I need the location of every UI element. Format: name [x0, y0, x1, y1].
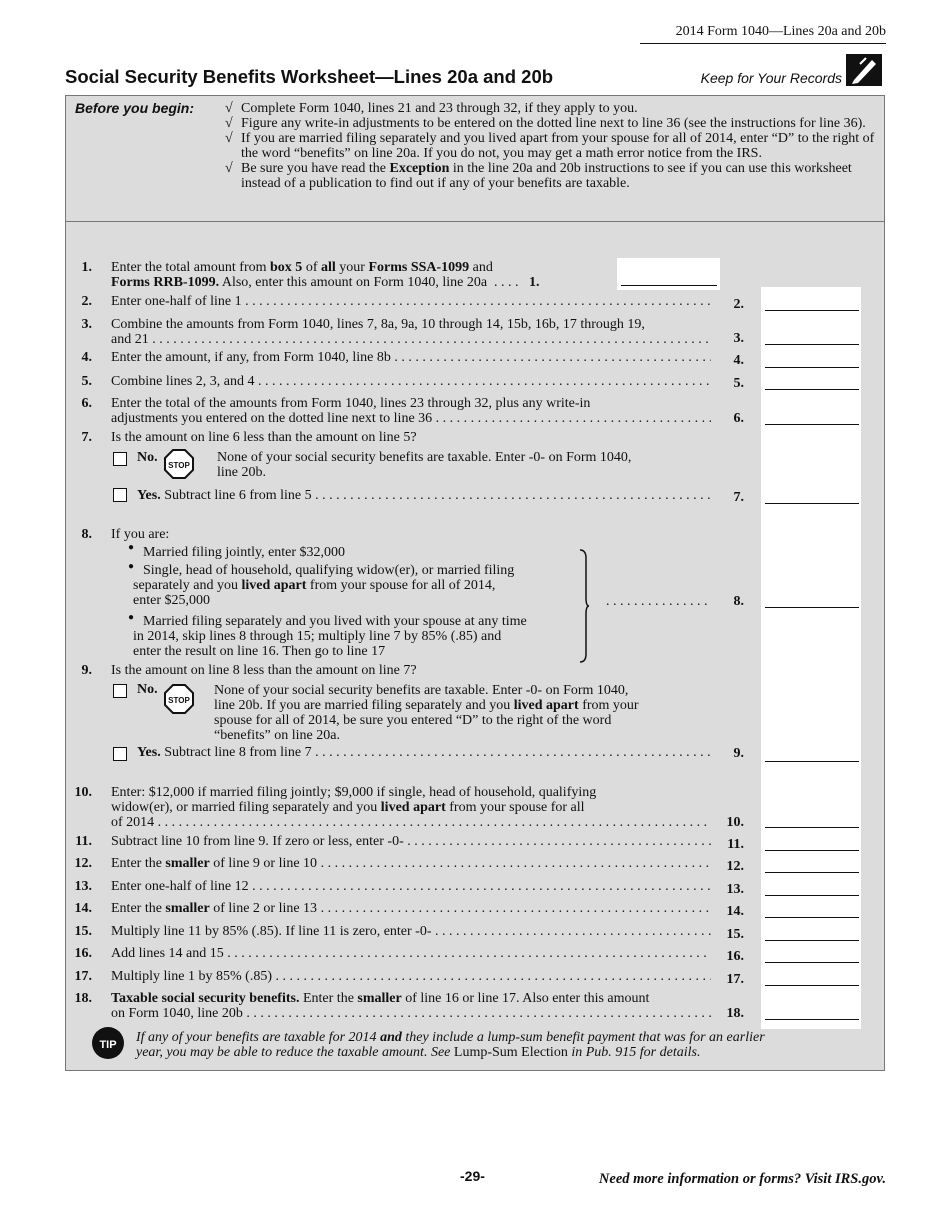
line-4-text: Enter the amount, if any, from Form 1040, line 8b . . .	[111, 350, 711, 365]
line-ref: 7.	[733, 490, 744, 505]
line-8-text: If you are:	[111, 527, 170, 542]
line-number: 8.	[81, 527, 92, 542]
line-number: 14.	[74, 901, 92, 916]
check-mark-icon: √	[225, 161, 233, 176]
line-9-no-text: None of your social security benefits are taxable. Enter -0- on Form 1040, line 20b. If you are married filing separately and you lived apart from your spouse for all of 2014, be sure you entered “D” to the right of the word “benefits” on line 20a.	[214, 683, 639, 743]
form-reference: 2014 Form 1040—Lines 20a and 20b	[640, 24, 886, 44]
list-item: √ Figure any write-in adjustments to be entered on the dotted line next to line 36 (see the instructions for line 36).	[225, 116, 866, 131]
line-16-text: Add lines 14 and 15 . . .	[111, 946, 711, 961]
line-number: 17.	[74, 969, 92, 984]
line-6-amount-field[interactable]	[765, 423, 859, 425]
line-11-amount-field[interactable]	[765, 849, 859, 851]
stop-sign-icon	[164, 684, 194, 714]
check-mark-icon: √	[225, 101, 233, 116]
line-14-amount-field[interactable]	[765, 916, 859, 918]
line-9-no-checkbox[interactable]	[113, 684, 127, 698]
line-7-amount-field[interactable]	[765, 502, 859, 504]
line-number: 7.	[81, 430, 92, 445]
line-number: 13.	[74, 879, 92, 894]
line-14-text: Enter the smaller of line 2 or line 13 . . .	[111, 901, 711, 916]
line-5-amount-field[interactable]	[765, 388, 859, 390]
line-ref: 2.	[733, 297, 744, 312]
line-17-amount-field[interactable]	[765, 984, 859, 986]
line-number: 4.	[81, 350, 92, 365]
stop-sign-label: STOP	[168, 461, 190, 470]
bullet-icon: ●	[128, 561, 135, 572]
line-ref: 13.	[726, 882, 744, 897]
line-number: 11.	[75, 834, 92, 849]
brace-icon	[578, 548, 590, 664]
list-item: √ If you are married filing separately and you lived apart from your spouse for all of 2014, enter “D” to the right of the word “benefits” on line 20a. If you do not, you may get a math error notice from the IRS.	[225, 131, 875, 161]
no-label: No.	[137, 682, 158, 697]
line-3-text: Combine the amounts from Form 1040, lines 7, 8a, 9a, 10 through 14, 15b, 16b, 17 through 19, and 21 . . .	[111, 317, 711, 347]
line-9-question: Is the amount on line 8 less than the amount on line 7?	[111, 663, 417, 678]
bullet-icon: ●	[128, 612, 135, 623]
tip-label: TIP	[99, 1039, 117, 1051]
before-you-begin-list	[222, 101, 882, 191]
line-ref: 5.	[733, 376, 744, 391]
line-8-option-separate: Married filing separately and you lived with your spouse at any time in 2014, skip lines 8 through 15; multiply line 7 by 85% (.85) and enter the result on line 16. Then go to line 17	[133, 614, 527, 659]
line-ref: 6.	[733, 411, 744, 426]
line-12-text: Enter the smaller of line 9 or line 10 . . .	[111, 856, 711, 871]
line-1-underline	[621, 285, 717, 286]
pen-paper-icon	[846, 54, 882, 86]
list-item: √ Complete Form 1040, lines 21 and 23 through 32, if they apply to you.	[225, 101, 638, 116]
line-number: 3.	[81, 317, 92, 332]
before-you-begin-label: Before you begin:	[75, 100, 195, 116]
tip-icon	[91, 1026, 125, 1060]
line-number: 12.	[74, 856, 92, 871]
line-8-dots: . . . . . . . . . . . . . . .	[606, 594, 708, 609]
line-7-no-checkbox[interactable]	[113, 452, 127, 466]
line-16-amount-field[interactable]	[765, 961, 859, 963]
line-ref: 12.	[726, 859, 744, 874]
line-5-text: Combine lines 2, 3, and 4 . . .	[111, 374, 711, 389]
line-number: 1.	[81, 260, 92, 275]
keep-for-records: Keep for Your Records	[700, 70, 842, 86]
line-17-text: Multiply line 1 by 85% (.85) . . .	[111, 969, 711, 984]
line-number: 10.	[74, 785, 92, 800]
line-2-text: Enter one-half of line 1 . . .	[111, 294, 711, 309]
line-ref: 10.	[726, 815, 744, 830]
page-number: -29-	[460, 1168, 485, 1184]
list-item: √ Be sure you have read the Exception in the line 20a and 20b instructions to see if you can use this worksheet instead of a publication to find out if any of your benefits are taxable.	[225, 161, 852, 191]
line-18-text: Taxable social security benefits. Enter the smaller of line 16 or line 17. Also enter this amount on Form 1040, line 20b . . .	[111, 991, 711, 1021]
line-9-amount-field[interactable]	[765, 760, 859, 762]
line-ref: 9.	[733, 746, 744, 761]
line-10-amount-field[interactable]	[765, 826, 859, 828]
no-label: No.	[137, 450, 158, 465]
line-ref: 18.	[726, 1006, 744, 1021]
line-number: 9.	[81, 663, 92, 678]
stop-sign-label: STOP	[168, 696, 190, 705]
worksheet-title: Social Security Benefits Worksheet—Lines 20a and 20b	[65, 66, 554, 87]
line-number: 6.	[81, 396, 92, 411]
line-4-amount-field[interactable]	[765, 366, 859, 368]
line-ref: 11.	[727, 837, 744, 852]
check-mark-icon: √	[225, 131, 233, 146]
line-number: 15.	[74, 924, 92, 939]
line-15-amount-field[interactable]	[765, 939, 859, 941]
line-ref: 4.	[733, 353, 744, 368]
line-9-yes-checkbox[interactable]	[113, 747, 127, 761]
line-11-text: Subtract line 10 from line 9. If zero or less, enter -0- . . .	[111, 834, 711, 849]
line-18-amount-field[interactable]	[765, 1018, 859, 1020]
line-13-amount-field[interactable]	[765, 894, 859, 896]
tip-text: If any of your benefits are taxable for 2014 and they include a lump-sum benefit payment that was for an earlier year, you may be able to reduce the taxable amount. See Lump-Sum Election in Pub. 915 for details.	[136, 1030, 765, 1060]
line-15-text: Multiply line 11 by 85% (.85). If line 11 is zero, enter -0- . . .	[111, 924, 711, 939]
line-ref: 15.	[726, 927, 744, 942]
line-ref: 16.	[726, 949, 744, 964]
line-ref: 3.	[733, 331, 744, 346]
line-3-amount-field[interactable]	[765, 343, 859, 345]
bullet-icon: ●	[128, 542, 135, 553]
line-ref: 17.	[726, 972, 744, 987]
line-1-text: Enter the total amount from box 5 of all your Forms SSA-1099 and Forms RRB-1099. Also, enter this amount on Form 1040, line 20a . . . . 1.	[111, 260, 540, 290]
line-7-yes-checkbox[interactable]	[113, 488, 127, 502]
line-number: 16.	[74, 946, 92, 961]
line-8-amount-field[interactable]	[765, 606, 859, 608]
line-ref: 8.	[733, 594, 744, 609]
line-7-yes-text: Yes. Subtract line 6 from line 5 . . .	[137, 488, 711, 503]
divider	[65, 221, 885, 222]
line-9-yes-text: Yes. Subtract line 8 from line 7 . . .	[137, 745, 711, 760]
line-8-option-single: Single, head of household, qualifying widow(er), or married filing separately and you lived apart from your spouse for all of 2014, enter $25,000	[133, 563, 515, 608]
line-number: 5.	[81, 374, 92, 389]
line-ref: 14.	[726, 904, 744, 919]
line-number: 2.	[81, 294, 92, 309]
line-7-no-text: None of your social security benefits are taxable. Enter -0- on Form 1040, line 20b.	[217, 450, 632, 480]
line-10-text: Enter: $12,000 if married filing jointly; $9,000 if single, head of household, qualifying widow(er), or married filing separately and you lived apart from your spouse for all of 2014 . . .	[111, 785, 711, 830]
check-mark-icon: √	[225, 116, 233, 131]
line-number: 18.	[74, 991, 92, 1006]
line-13-text: Enter one-half of line 12 . . .	[111, 879, 711, 894]
line-2-amount-field[interactable]	[765, 309, 859, 311]
line-8-option-joint: Married filing jointly, enter $32,000	[143, 545, 346, 560]
line-7-question: Is the amount on line 6 less than the amount on line 5?	[111, 430, 417, 445]
more-info-link[interactable]: Need more information or forms? Visit IRS.gov.	[598, 1171, 886, 1187]
stop-sign-icon	[164, 449, 194, 479]
line-12-amount-field[interactable]	[765, 871, 859, 873]
line-6-text: Enter the total of the amounts from Form 1040, lines 23 through 32, plus any write-in adjustments you entered on the dotted line next to line 36 . . .	[111, 396, 711, 426]
